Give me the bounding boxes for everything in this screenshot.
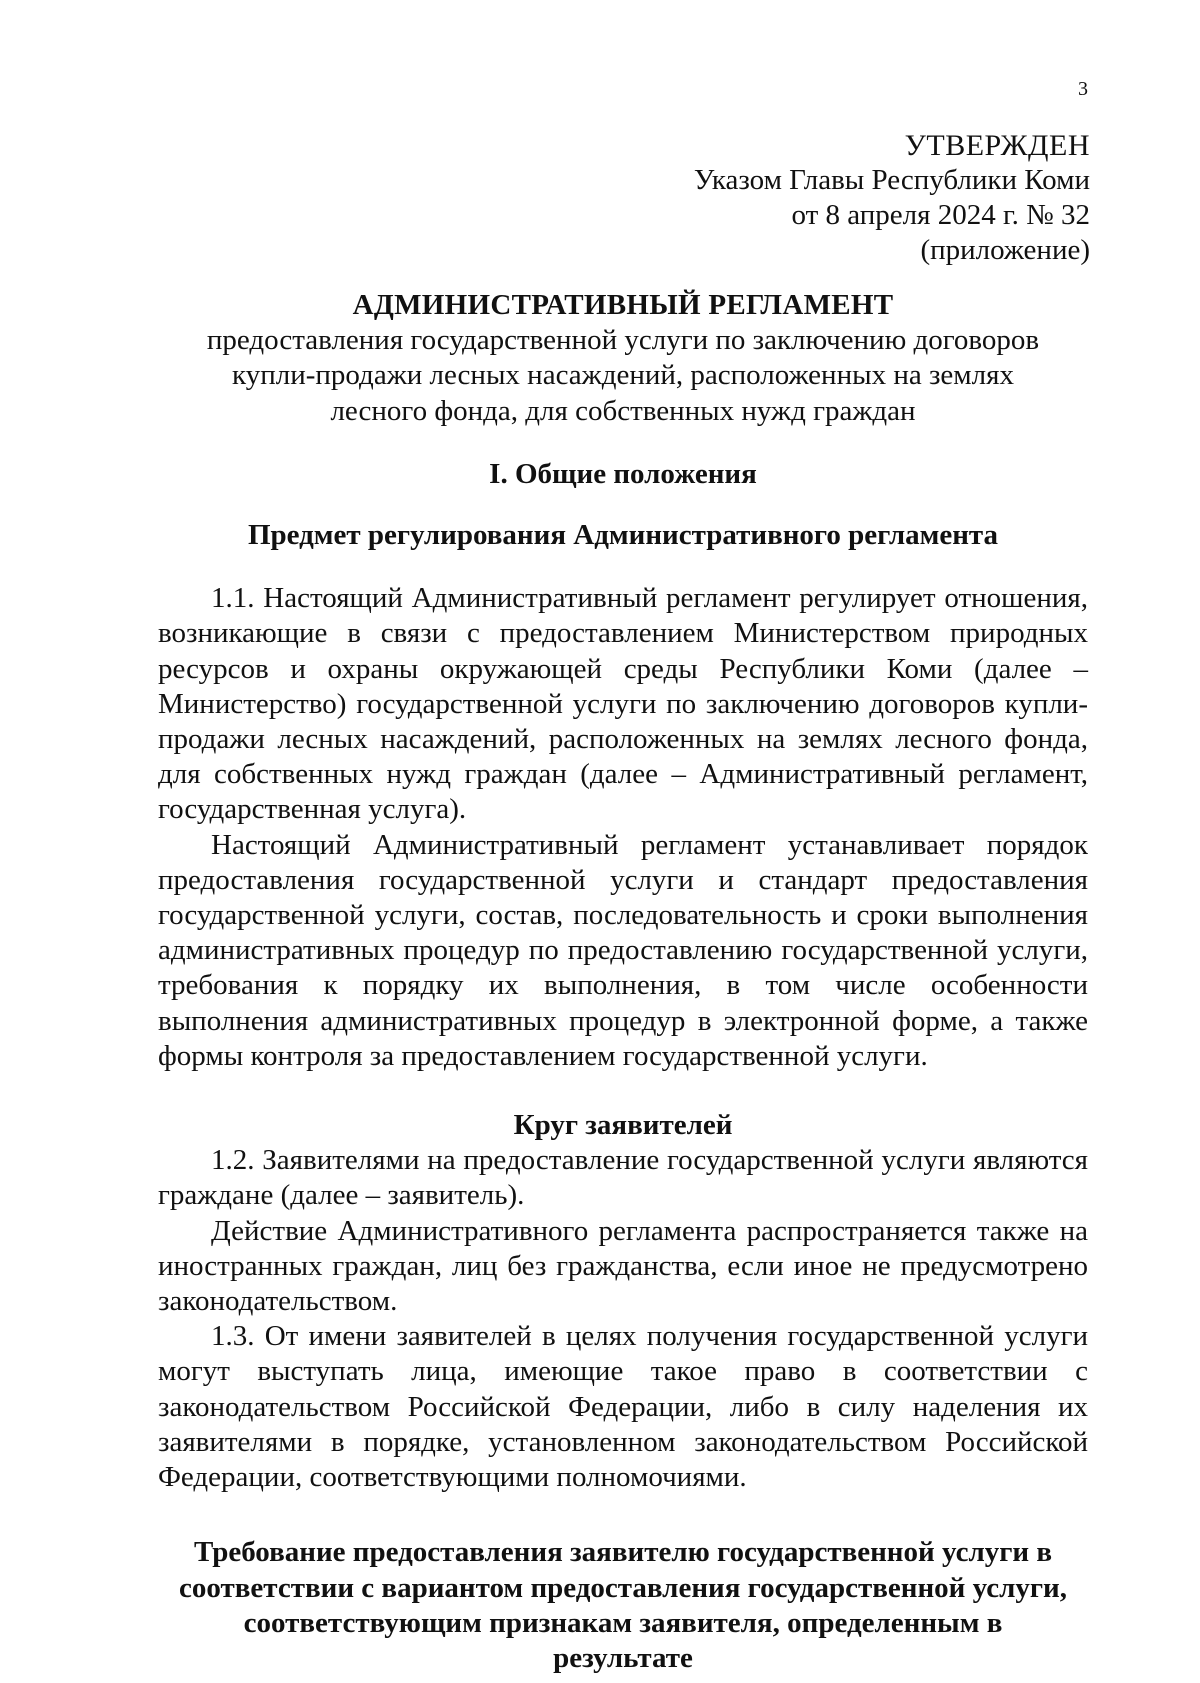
document-body [158, 288, 1088, 1676]
paragraph-1-2: 1.2. Заявителями на предоставление государственной услуги являются граждане (далее – заявитель). [158, 1144, 1088, 1212]
paragraph-1-1-cont: Настоящий Административный регламент устанавливает порядок предоставления государственной услуги и стандарт предоставления государственной услуги, состав, последовательность и сроки выполнения административных процедур по предоставлению государственной услуги, требования к порядку их выполнения, в том числе особенности выполнения административных процедур в электронной форме, а также формы контроля за предоставлением государственной услуги. [158, 828, 1088, 1072]
approval-stamp-block [694, 128, 1090, 268]
approval-authority: Указом Главы Республики Коми [693, 164, 1090, 196]
approval-attachment-note: (приложение) [920, 234, 1090, 266]
approval-date-number: от 8 апреля 2024 г. № 32 [791, 199, 1090, 231]
document-subtitle: предоставления государственной услуги по заключению договоров купли-продажи лесных насаждений, расположенных на землях лесного фонда, для собственных нужд граждан [206, 324, 1040, 427]
subsection-heading-applicants: Круг заявителей [513, 1109, 733, 1142]
approval-status: УТВЕРЖДЕН [904, 129, 1090, 162]
document-title: АДМИНИСТРАТИВНЫЙ РЕГЛАМЕНТ [352, 289, 894, 321]
paragraph-1-1: 1.1. Настоящий Административный регламент регулирует отношения, возникающие в связи с предоставлением Министерством природных ресурсов и охраны окружающей среды Республики Коми (далее – Министерство) государственной услуги по заключению договоров купли-продажи лесных насаждений, расположенных на землях лесного фонда, для собственных нужд граждан (далее – Административный регламент, государственная услуга). [158, 582, 1088, 826]
paragraph-1-2-cont: Действие Административного регламента распространяется также на иностранных граждан, лиц без гражданства, если иное не предусмотрено законодательством. [158, 1214, 1088, 1318]
subsection-heading-subject: Предмет регулирования Административного регламента [247, 519, 999, 552]
subsection-heading-requirement: Требование предоставления заявителю государственной услуги в соответствии с вариантом предоставления государственной услуги, соответствующим признакам заявителя, определенным в результате [178, 1536, 1067, 1674]
paragraph-1-3: 1.3. От имени заявителей в целях получения государственной услуги могут выступать лица, имеющие такое право в соответствии с законодательством Российской Федерации, либо в силу наделения их заявителями в порядке, установленном законодательством Российской Федерации, соответствующими полномочиями. [158, 1320, 1088, 1494]
page-number: 3 [1078, 78, 1088, 100]
section-heading-general: I. Общие положения [489, 457, 757, 490]
